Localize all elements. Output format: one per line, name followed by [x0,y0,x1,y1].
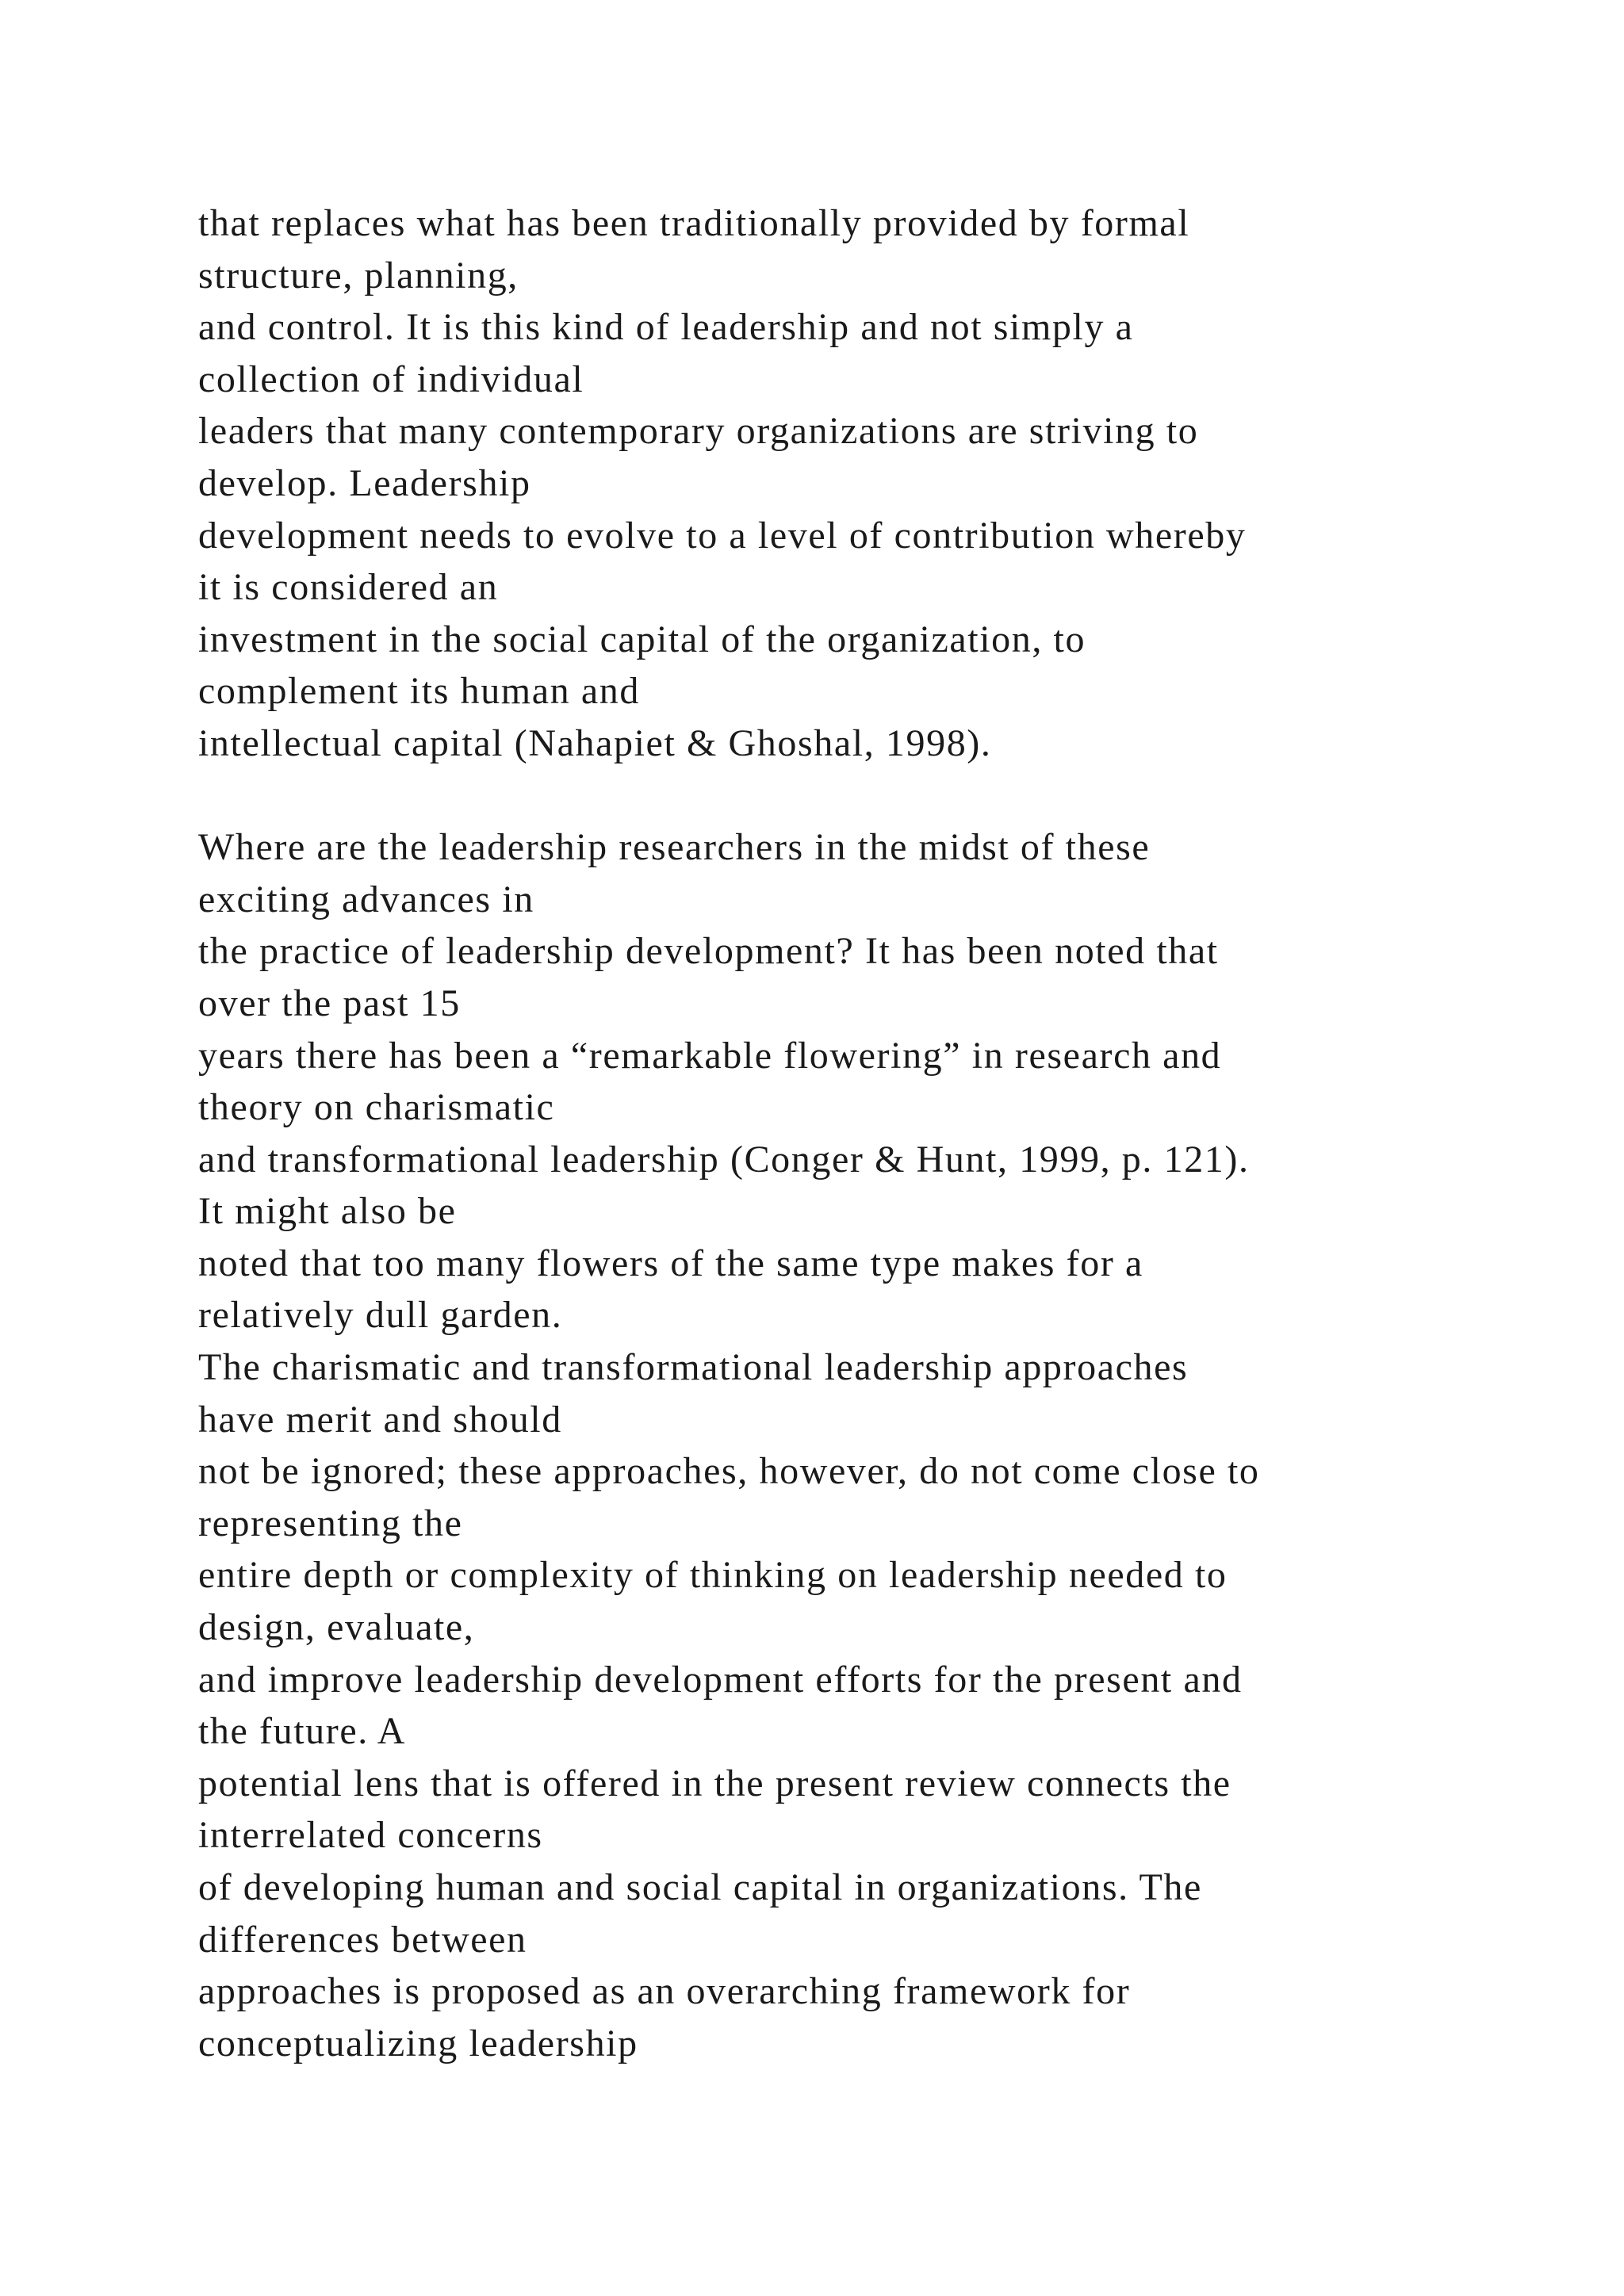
text-line: interrelated concerns [198,1814,543,1857]
text-line: and control. It is this kind of leadership and not simply a [198,306,1134,349]
paragraph-break [198,770,1562,822]
text-line: complement its human and [198,670,640,713]
body-text [198,197,1562,2069]
text-line: The charismatic and transformational leadership approaches [198,1346,1189,1389]
paragraph-2 [198,821,1562,2069]
text-line: develop. Leadership [198,461,531,504]
text-line: years there has been a “remarkable flowering” in research and [198,1034,1222,1077]
text-line: and transformational leadership (Conger & Hunt, 1999, p. 121). [198,1138,1250,1181]
text-line: have merit and should [198,1398,562,1441]
text-line: it is considered an [198,566,499,609]
text-line: leaders that many contemporary organizations are striving to [198,410,1199,453]
text-line: design, evaluate, [198,1606,475,1649]
text-line: approaches is proposed as an overarching framework for [198,1970,1131,2013]
text-line: potential lens that is offered in the present review connects the [198,1762,1231,1804]
text-line: investment in the social capital of the organization, to [198,618,1086,660]
text-line: differences between [198,1918,527,1961]
text-line: over the past 15 [198,982,461,1024]
text-line: intellectual capital (Nahapiet & Ghoshal, 1998). [198,721,992,764]
text-line: relatively dull garden. [198,1294,563,1337]
text-line: and improve leadership development efforts for the present and [198,1658,1243,1701]
text-line: structure, planning, [198,254,519,297]
text-line: entire depth or complexity of thinking on leadership needed to [198,1554,1228,1597]
paragraph-1 [198,197,1562,770]
text-line: It might also be [198,1190,457,1233]
text-line: conceptualizing leadership [198,2022,638,2064]
text-line: that replaces what has been traditionally provided by formal [198,202,1190,244]
text-line: of developing human and social capital in organizations. The [198,1866,1202,1908]
text-line: noted that too many flowers of the same type makes for a [198,1242,1143,1284]
text-line: representing the [198,1502,463,1544]
text-line: exciting advances in [198,878,534,920]
text-line: not be ignored; these approaches, however, do not come close to [198,1450,1260,1493]
text-line: Where are the leadership researchers in the midst of these [198,826,1151,869]
text-line: development needs to evolve to a level of contribution whereby [198,514,1247,557]
text-line: theory on charismatic [198,1086,555,1129]
text-line: collection of individual [198,358,584,400]
text-line: the future. A [198,1710,407,1753]
text-line: the practice of leadership development? It has been noted that [198,930,1219,973]
